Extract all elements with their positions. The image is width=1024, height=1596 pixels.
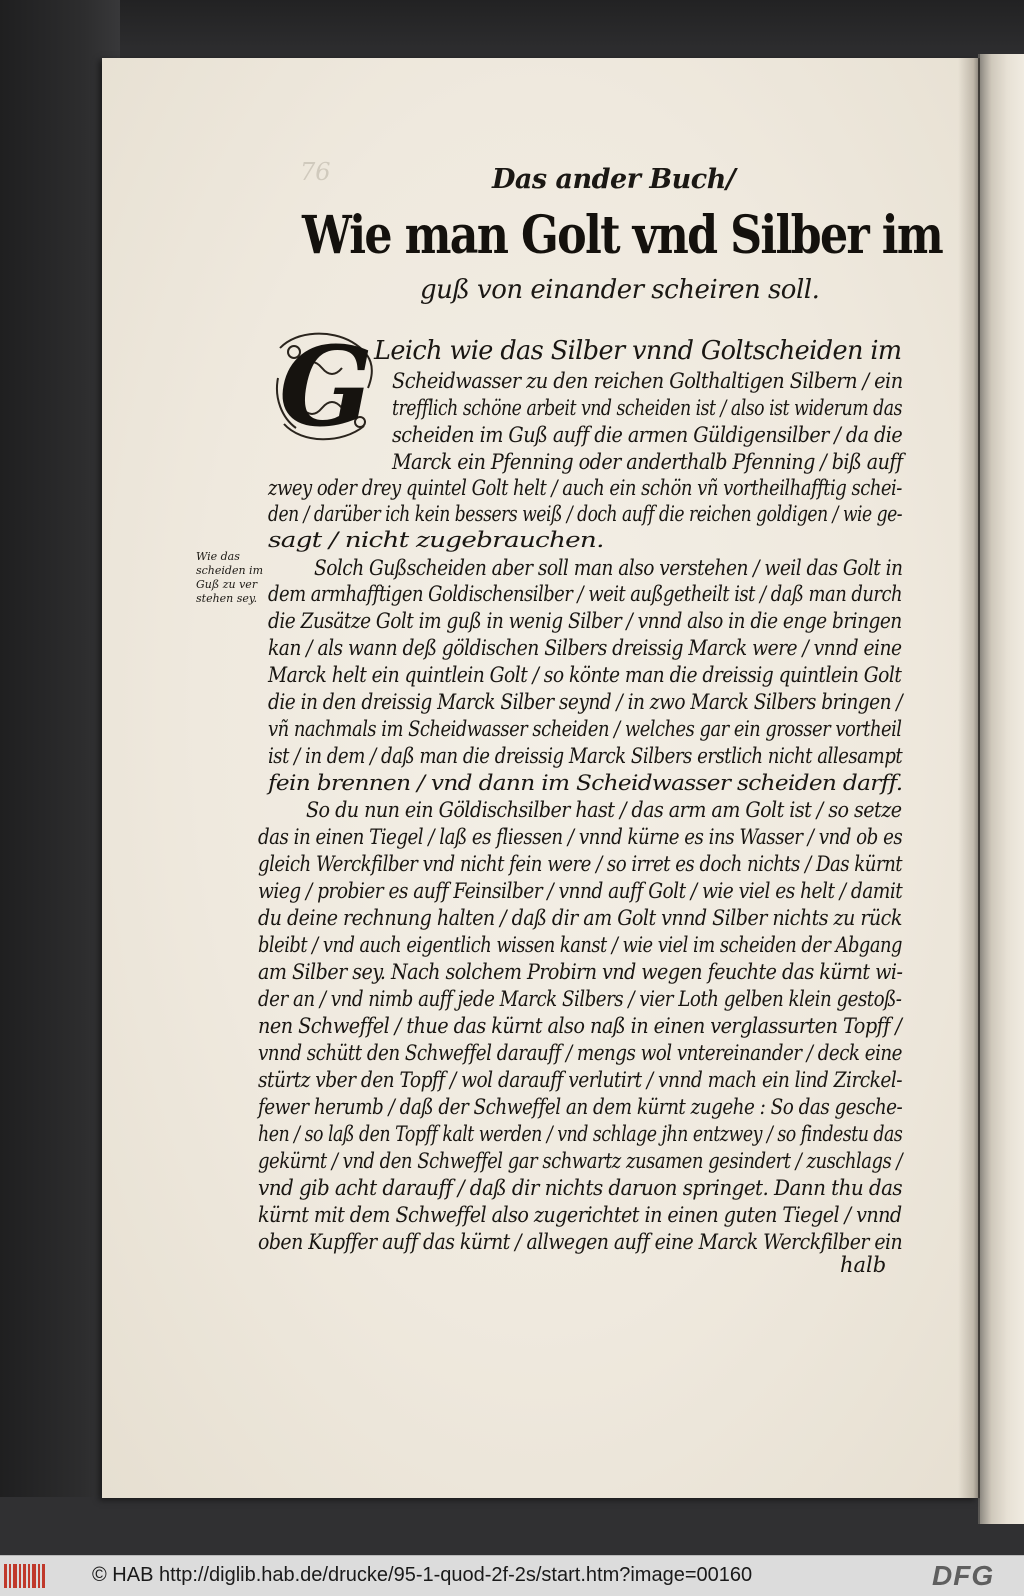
text-line: vñ nachmals im Scheidwasser scheiden / welches gar ein grosser vortheil [268,717,902,741]
text-line: dem armhafftigen Goldischensilber / weit außgetheilt ist / daß man durch [268,582,903,606]
text-line: hen / so laß den Topff kalt werden / vnd schlage jhn entzwey / so findestu das [258,1122,903,1146]
text-line: trefflich schöne arbeit vnd scheiden ist / also ist widerum das [392,396,903,420]
text-line: scheiden im Guß auff die armen Güldigensilber / da die [392,423,903,447]
text-line: ist / in dem / daß man die dreissig Marck Silbers erstlich nicht allesampt [268,744,903,768]
text-line: die in den dreissig Marck Silber seynd / in zwo Marck Silbers bringen / [268,690,903,714]
text-line: die Zusätze Golt im guß in wenig Silber / vnnd also in die enge bringen [268,609,902,633]
text-line: So du nun ein Göldischsilber hast / das arm am Golt ist / so setze [306,798,902,822]
text-line: Leich wie das Silber vnnd Goltscheiden im [374,336,902,366]
text-line: vnnd schütt den Schweffel darauff / mengs wol vntereinander / deck eine [258,1041,902,1065]
margin-note-line: Guß zu ver [196,578,258,591]
initial-letter: G [279,322,373,451]
text-line: das in einen Tiegel / laß es fliessen / vnnd kürne es ins Wasser / vnd ob es [258,825,903,849]
scan-bottom-background [0,1497,1024,1555]
book-page [102,58,978,1498]
text-line: nen Schweffel / thue das kürnt also naß in einen verglassurten Topff / [258,1014,902,1038]
margin-note-line: stehen sey. [196,592,258,605]
text-line: der an / vnd nimb auff jede Marck Silbers / vier Loth gelben klein gestoß- [258,987,902,1011]
ghost-page-number: 76 [300,158,331,186]
viewer-footer [0,1555,1024,1596]
text-line: Marck helt ein quintlein Golt / so könte man die dreissig quintlein Golt [268,663,902,687]
body-text [102,58,978,1498]
catchword: halb [840,1253,887,1277]
text-line: vnd gib acht darauff / daß dir nichts daruon springet. Dann thu das [258,1176,903,1200]
text-line: du deine rechnung halten / daß dir am Golt vnnd Silber nichts zu rück [258,906,902,930]
heading-book-part: Das ander Buch/ [492,164,736,195]
text-line: Solch Gußscheiden aber soll man also verstehen / weil das Golt in [314,556,903,580]
text-line: kürnt mit dem Schweffel also zugerichtet in einen guten Tiegel / vnnd [258,1203,902,1227]
heading-title: Wie man Golt vnd Silber im [302,205,943,266]
text-line: kan / als wann deß göldischen Silbers dreissig Marck were / vnnd eine [268,636,902,660]
adjacent-page-edge [978,54,1024,1524]
decorated-initial [272,322,380,451]
text-line: fewer herumb / daß der Schweffel an dem kürnt zugehe : So das gesche- [258,1095,903,1119]
gutter-shadow [958,58,980,1498]
source-link[interactable]: © HAB http://diglib.hab.de/drucke/95-1-quod-2f-2s/start.htm?image=00160 [92,1564,753,1586]
text-line: bleibt / vnd auch eigentlich wissen kanst / wie viel im scheiden der Abgang [258,933,902,957]
text-line: gekürnt / vnd den Schweffel gar schwartz zusamen gesindert / zuschlags / [258,1149,903,1173]
text-line: den / darüber ich kein bessers weiß / doch auff die reichen goldigen / wie ge- [268,502,903,526]
dfg-logo: DFG [932,1560,995,1591]
text-line: wieg / probier es auff Feinsilber / vnnd auff Golt / wie viel es helt / damit [258,879,903,903]
text-line: am Silber sey. Nach solchem Probirn vnd wegen feuchte das kürnt wi- [258,960,903,984]
text-line: zwey oder drey quintel Golt helt / auch ein schön vñ vortheilhafftig schei- [268,476,902,500]
heading-subtitle: guß von einander scheiren soll. [420,275,820,305]
scan-top-background [0,0,1024,58]
text-line: oben Kupffer auff das kürnt / allwegen auff eine Marck Werckfilber ein [258,1230,903,1254]
text-line: sagt / nicht zugebrauchen. [268,528,604,552]
text-line: Marck ein Pfenning oder anderthalb Pfenning / biß auff [392,450,903,474]
text-line: fein brennen / vnd dann im Scheidwasser scheiden darff. [268,771,903,795]
text-line: Scheidwasser zu den reichen Golthaltigen Silbern / ein [392,369,903,393]
text-line: gleich Werckfilber vnd nicht fein were / so irret es doch nichts / Das kürnt [258,852,903,876]
margin-note-line: Wie das [196,550,240,563]
text-line: stürtz vber den Topff / wol darauff verlutirt / vnnd mach ein lind Zirckel- [258,1068,903,1092]
margin-note-line: scheiden im [196,564,263,577]
barcode-logo-icon [4,1562,48,1590]
